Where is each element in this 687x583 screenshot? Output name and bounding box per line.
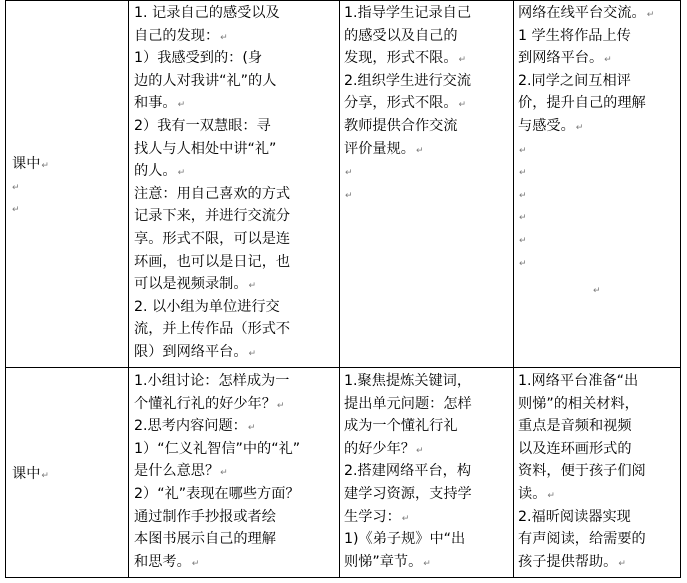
text-line: 2.搭建网络平台，构 xyxy=(344,463,472,480)
row-divider xyxy=(5,367,681,368)
paragraph-mark-icon: ↵ xyxy=(12,205,20,215)
text-line: 限）到网络平台。↵ xyxy=(134,343,257,360)
text-line: 和事。↵ xyxy=(134,95,186,112)
text-line: 的好少年？↵ xyxy=(344,440,424,457)
text-line: 2）“礼”表现在哪些方面？ xyxy=(134,485,300,502)
text-line: ↵ xyxy=(519,190,527,201)
paragraph-mark-icon: ↵ xyxy=(41,161,49,171)
paragraph-mark-icon: ↵ xyxy=(41,471,49,481)
text-line: ↵ xyxy=(519,258,527,269)
text-line: 可以是视频录制。↵ xyxy=(134,276,257,293)
row-label-text: 课中 xyxy=(12,466,41,482)
text-line: 读。↵ xyxy=(518,485,555,502)
text-line: 环画，也可以是日记，也 xyxy=(134,253,291,270)
table-border xyxy=(5,0,6,578)
text-line: 1)《弟子规》中“出 xyxy=(344,531,466,548)
text-line: 1 学生将作品上传 xyxy=(518,27,631,44)
text-line: 提出单元问题：怎样 xyxy=(344,395,472,412)
text-line: 2.组织学生进行交流 xyxy=(344,72,472,89)
text-line: 资料，便于孩子们阅 xyxy=(518,463,646,480)
text-line: 孩子提供帮助。↵ xyxy=(518,553,626,570)
column-divider xyxy=(339,0,340,578)
row-2-teacher-activity xyxy=(344,370,472,573)
column-divider xyxy=(513,0,514,578)
text-line: 注意：用自己喜欢的方式 xyxy=(134,185,291,202)
text-line: 有声阅读，给需要的 xyxy=(518,531,646,548)
text-line: 本图书展示自己的理解 xyxy=(134,531,276,548)
text-line: 1.指导学生记录自己 xyxy=(344,5,472,21)
text-line: 价，提升自己的理解 xyxy=(518,95,646,112)
text-line: 则悌”的相关材料， xyxy=(518,395,639,412)
text-line: 2. 以小组为单位进行交 xyxy=(134,298,280,315)
text-line: ↵ xyxy=(345,190,353,201)
text-line: 分享，形式不限。↵ xyxy=(344,95,467,112)
text-line: 1.聚焦提炼关键词， xyxy=(344,373,472,389)
paragraph-mark-icon: ↵ xyxy=(12,183,20,193)
text-line: 流，并上传作品（形式不 xyxy=(134,321,291,338)
text-line: 边的人对我讲“礼”的人 xyxy=(134,72,277,89)
text-line: 2.福昕阅读器实现 xyxy=(518,508,631,525)
row-1-student-activity xyxy=(134,2,290,364)
text-line: 评价量规。↵ xyxy=(344,140,424,157)
table-border xyxy=(5,577,681,578)
row-label-text: 课中 xyxy=(12,156,41,172)
text-line: 1）“仁义礼智信”中的“礼” xyxy=(134,440,301,457)
text-line: 通过制作手抄报或者绘 xyxy=(134,508,276,525)
text-line: ↵ xyxy=(519,168,527,179)
text-line: 生学习：↵ xyxy=(344,508,410,525)
table-border xyxy=(680,0,681,578)
row-label-2 xyxy=(12,463,49,487)
text-line: ↵ xyxy=(519,213,527,224)
text-line: 1.网络平台准备“出 xyxy=(518,373,639,389)
text-line: 发现，形式不限。↵ xyxy=(344,50,467,67)
text-line: 个懂礼行礼的好少年？↵ xyxy=(134,395,285,412)
row-2-student-activity xyxy=(134,370,300,573)
text-line: 建学习资源，支持学 xyxy=(344,485,472,502)
text-line: 2.同学之间互相评 xyxy=(518,72,631,89)
text-line: ↵ xyxy=(519,235,527,246)
paragraph-mark-icon: ↵ xyxy=(593,286,601,296)
text-line: 1.小组讨论：怎样成为一 xyxy=(134,373,290,389)
text-line: 重点是音频和视频 xyxy=(518,418,632,435)
text-line: 1）我感受到的：(身 xyxy=(134,50,263,67)
row-1-tech-support xyxy=(518,2,654,273)
row-label-1 xyxy=(12,153,49,221)
text-line: 和思考。↵ xyxy=(134,553,200,570)
text-line: 与感受。↵ xyxy=(518,117,584,134)
text-line: ↵ xyxy=(345,168,353,179)
text-line: 到网络平台。↵ xyxy=(518,50,612,67)
text-line: 成为一个懂礼行礼 xyxy=(344,418,458,435)
row-1-teacher-activity xyxy=(344,2,471,205)
column-divider xyxy=(128,0,129,578)
text-line: 网络在线平台交流。↵ xyxy=(518,5,655,21)
text-line: 记录下来，并进行交流分 xyxy=(134,208,291,225)
text-line: 享。形式不限，可以是连 xyxy=(134,230,291,247)
table-border xyxy=(5,0,681,1)
row-2-tech-support xyxy=(518,370,646,573)
text-line: 找人与人相处中讲“礼” xyxy=(134,140,277,157)
text-line: 自己的发现：↵ xyxy=(134,27,228,44)
text-line: 的感受以及自己的 xyxy=(344,27,458,44)
text-line: 2）我有一双慧眼：寻 xyxy=(134,117,271,134)
text-line: 以及连环画形式的 xyxy=(518,440,632,457)
text-line: ↵ xyxy=(519,145,527,156)
text-line: 是什么意思？↵ xyxy=(134,463,228,480)
text-line: 教师提供合作交流 xyxy=(344,117,458,134)
text-line: 1. 记录自己的感受以及 xyxy=(134,5,280,21)
text-line: 则悌”章节。↵ xyxy=(344,553,431,570)
text-line: 的人。↵ xyxy=(134,163,186,180)
text-line: 2.思考内容问题：↵ xyxy=(134,418,256,435)
